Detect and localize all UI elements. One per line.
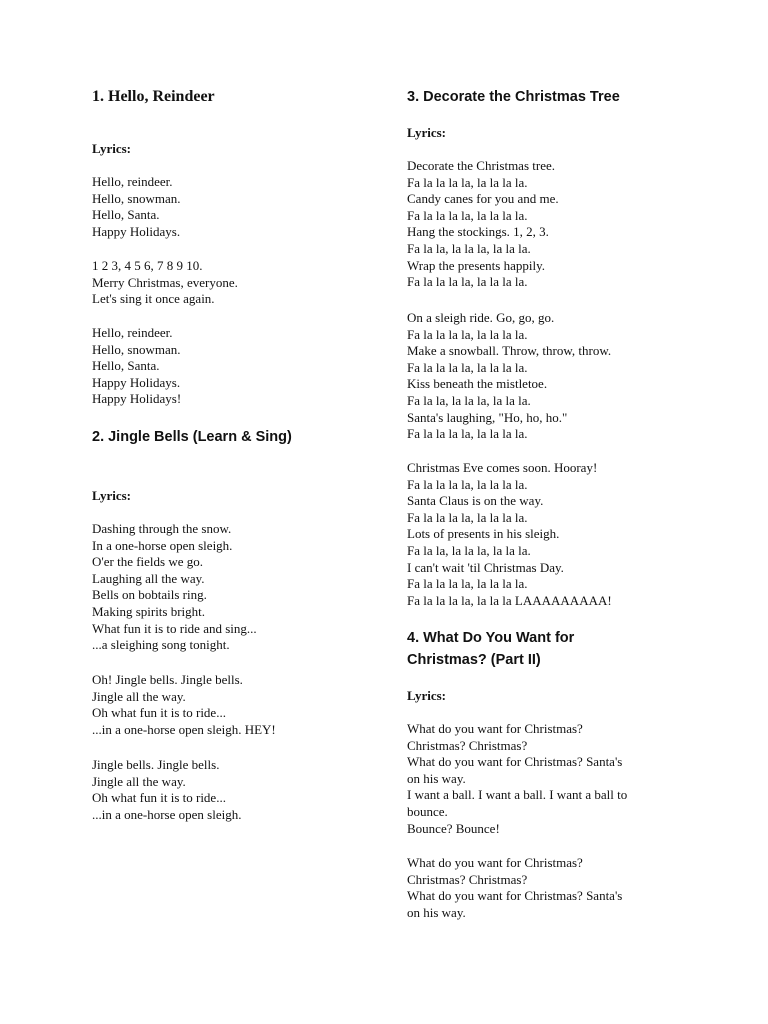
lyric-line: Christmas? Christmas? [407, 871, 528, 887]
lyrics-label: Lyrics: [92, 488, 131, 503]
lyric-line: Laughing all the way. [92, 570, 205, 586]
lyric-line: Kiss beneath the mistletoe. [407, 376, 548, 392]
lyric-line: Fa la la la la, la la la la. [407, 174, 528, 190]
lyric-line: Making spirits bright. [92, 603, 206, 619]
lyric-line: Dashing through the snow. [92, 521, 232, 536]
stanza [92, 258, 392, 308]
lyric-line: Fa la la la la, la la la la. [407, 274, 528, 290]
lyric-line: I can't wait 'til Christmas Day. [407, 559, 564, 575]
lyric-line: What do you want for Christmas? Santa's [407, 888, 623, 904]
song-1 [92, 86, 392, 108]
lyrics-label: Lyrics: [407, 125, 446, 140]
stanza [407, 310, 707, 443]
stanza [92, 757, 392, 823]
stanza [407, 460, 707, 609]
lyric-line: Fa la la la la, la la la la. [407, 207, 528, 223]
stanza [92, 325, 392, 408]
song-4 [407, 627, 707, 671]
lyric-line: on his way. [407, 770, 466, 786]
lyric-line: Fa la la, la la la, la la la. [407, 542, 531, 558]
lyric-line: bounce. [407, 803, 448, 819]
song-title-line-1: 4. What Do You Want for [407, 630, 575, 646]
song-3 [407, 86, 707, 108]
lyric-line: Fa la la la la, la la la la. [407, 426, 528, 442]
lyric-line: Hello, snowman. [92, 341, 181, 357]
lyric-line: Fa la la, la la la, la la la. [407, 240, 531, 256]
lyric-line: Candy canes for you and me. [407, 191, 559, 207]
lyric-line: On a sleigh ride. Go, go, go. [407, 310, 555, 325]
lyric-line: Santa's laughing, "Ho, ho, ho." [407, 409, 568, 425]
stanza [92, 521, 392, 654]
lyric-line: Fa la la la la, la la la LAAAAAAAAA! [407, 592, 612, 608]
lyric-line: Hello, Santa. [92, 207, 160, 223]
lyric-line: Lots of presents in his sleigh. [407, 526, 560, 542]
lyric-line: Oh what fun it is to ride... [92, 705, 226, 721]
lyric-line: Santa Claus is on the way. [407, 493, 544, 509]
lyric-line: I want a ball. I want a ball. I want a ball to [407, 787, 628, 803]
lyric-line: Happy Holidays! [92, 391, 182, 407]
lyric-line: Wrap the presents happily. [407, 257, 545, 273]
lyric-line: Merry Christmas, everyone. [92, 274, 238, 290]
lyric-line: Fa la la la la, la la la la. [407, 326, 528, 342]
lyric-line: Hello, reindeer. [92, 325, 173, 340]
stanza [92, 174, 392, 240]
lyric-line: What do you want for Christmas? [407, 721, 583, 736]
lyric-line: Fa la la la la, la la la la. [407, 476, 528, 492]
stanza [407, 158, 707, 291]
stanza [407, 721, 707, 837]
lyric-line: What do you want for Christmas? Santa's [407, 754, 623, 770]
lyric-line: Decorate the Christmas tree. [407, 158, 555, 173]
lyric-line: Oh what fun it is to ride... [92, 790, 226, 806]
lyric-line: Fa la la la la, la la la la. [407, 359, 528, 375]
lyric-line: Fa la la la la, la la la la. [407, 509, 528, 525]
lyric-line: Happy Holidays. [92, 374, 181, 390]
song-title: 1. Hello, Reindeer [92, 88, 215, 105]
lyric-line: Let's sing it once again. [92, 291, 215, 307]
song-title-line-2: Christmas? (Part II) [407, 652, 541, 668]
stanza [92, 672, 392, 738]
lyric-line: Happy Holidays. [92, 223, 181, 239]
lyric-line: Oh! Jingle bells. Jingle bells. [92, 672, 243, 687]
lyric-line: O'er the fields we go. [92, 554, 204, 570]
lyric-line: Christmas? Christmas? [407, 737, 528, 753]
lyric-line: Hello, reindeer. [92, 174, 173, 189]
lyric-line: on his way. [407, 904, 466, 920]
lyric-line: ...in a one-horse open sleigh. [92, 806, 242, 822]
lyric-line: What fun it is to ride and sing... [92, 620, 257, 636]
lyric-line: Hang the stockings. 1, 2, 3. [407, 224, 549, 240]
song-title: 2. Jingle Bells (Learn & Sing) [92, 429, 292, 445]
lyric-line: Christmas Eve comes soon. Hooray! [407, 460, 598, 475]
lyrics-label: Lyrics: [407, 688, 446, 703]
lyric-line: ...in a one-horse open sleigh. HEY! [92, 721, 276, 737]
lyric-line: 1 2 3, 4 5 6, 7 8 9 10. [92, 258, 203, 273]
lyrics-label: Lyrics: [92, 141, 131, 156]
song-title [407, 627, 707, 671]
lyric-line: What do you want for Christmas? [407, 855, 583, 870]
lyric-line: Bounce? Bounce! [407, 820, 500, 836]
lyric-line: Hello, Santa. [92, 358, 160, 374]
lyric-line: Bells on bobtails ring. [92, 587, 207, 603]
lyric-line: In a one-horse open sleigh. [92, 537, 233, 553]
lyric-line: Make a snowball. Throw, throw, throw. [407, 343, 612, 359]
lyric-line: Jingle all the way. [92, 773, 186, 789]
lyric-line: Fa la la, la la la, la la la. [407, 392, 531, 408]
lyric-line: Jingle all the way. [92, 688, 186, 704]
stanza [407, 855, 707, 921]
lyric-line: Jingle bells. Jingle bells. [92, 757, 220, 772]
lyric-line: Fa la la la la, la la la la. [407, 576, 528, 592]
lyric-line: Hello, snowman. [92, 190, 181, 206]
lyric-line: ...a sleighing song tonight. [92, 637, 230, 653]
song-title: 3. Decorate the Christmas Tree [407, 89, 620, 105]
song-2 [92, 426, 392, 448]
